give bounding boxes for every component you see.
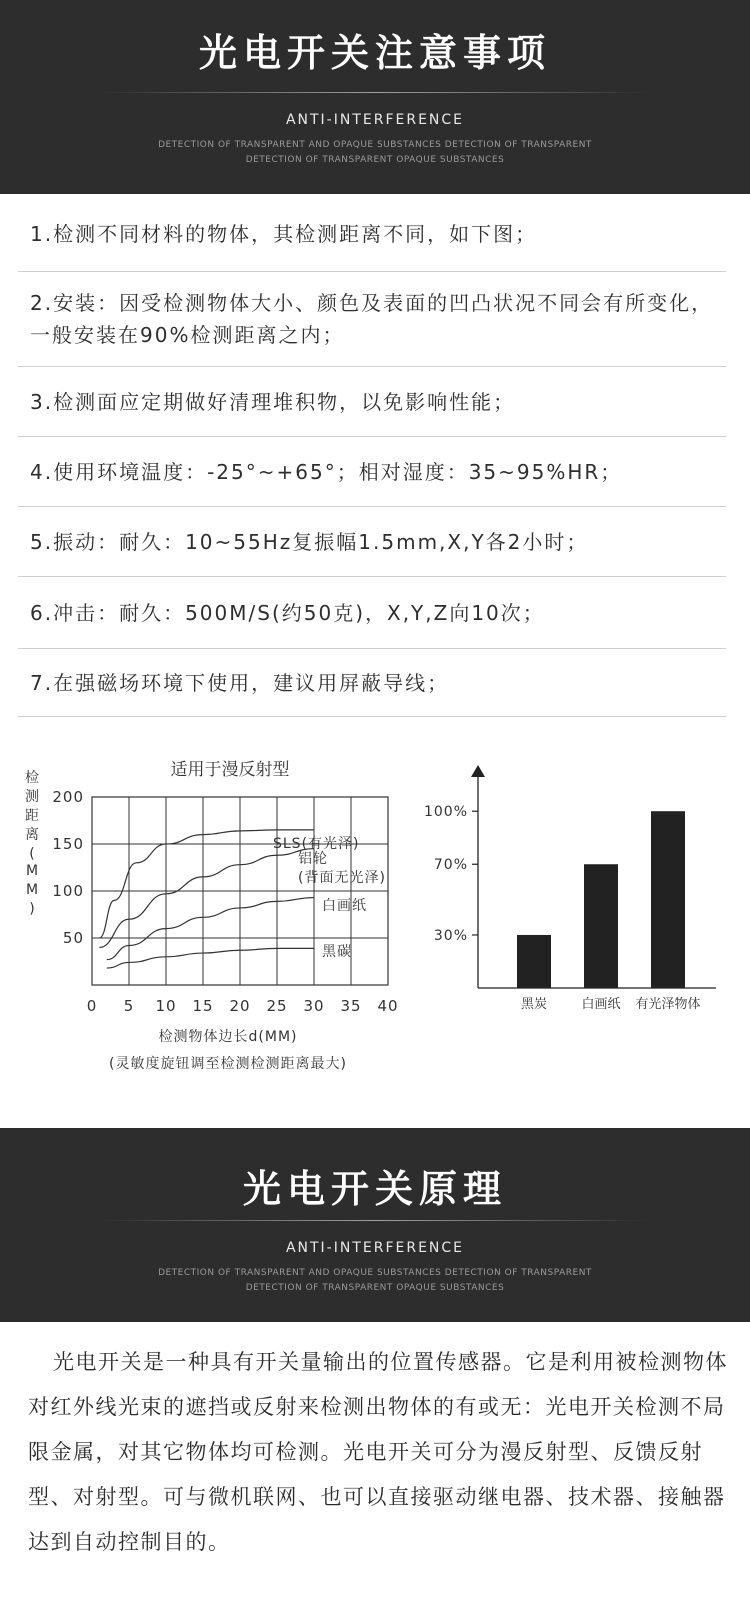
y-axis-label: 检测距离( M M ) [25,770,39,917]
x-axis-label: 检测物体边长d(MM) [158,1029,298,1045]
bar-chart [424,765,716,1012]
y-tick-label: 30% [433,927,468,944]
principle-paragraph: 光电开关是一种具有开关量输出的位置传感器。它是利用被检测物体对红外线光束的遮挡或反射来检测出物体的有或无：光电开关检测不局限金属，对其它物体均可检测。光电开关可分为漫反射型、反馈反射型、对射型。可与微机联网、也可以直接驱动继电器、技术器、接触器达到自动控制目的。 [28,1350,728,1554]
note-item: 2.安装：因受检测物体大小、颜色及表面的凹凸状况不同会有所变化，一般安装在90%检测距离之内； [18,272,726,367]
x-category-label: 有光泽物体 [635,997,701,1012]
title-divider [100,1220,650,1221]
header-banner-principle [0,1128,750,1322]
bar [517,935,551,988]
x-category-label: 黑炭 [520,997,548,1012]
note-item: 6.冲击：耐久：500M/S(约50克)，X,Y,Z向10次； [18,577,726,649]
notes-list [18,196,726,717]
x-tick-label: 15 [192,997,214,1015]
title-divider [100,92,650,93]
charts-area [0,745,750,1075]
section-caption-line1: DETECTION OF TRANSPARENT AND OPAQUE SUBSTANCES DETECTION OF TRANSPARENT [158,1268,592,1278]
y-tick-label: 150 [52,835,84,853]
x-tick-label: 0 [86,997,98,1015]
note-item: 7.在强磁场环境下使用，建议用屏蔽导线； [18,649,726,717]
x-tick-label: 10 [155,997,177,1015]
section-caption-line1: DETECTION OF TRANSPARENT AND OPAQUE SUBSTANCES DETECTION OF TRANSPARENT [158,140,592,150]
series-line [107,948,314,968]
chart-footnote: (灵敏度旋钮调至检测检测距离最大) [109,1056,347,1072]
x-tick-label: 35 [340,997,362,1015]
series-label: 铝轮(背面无光泽) [298,851,386,886]
series-line [107,898,314,960]
x-category-label: 白画纸 [581,997,621,1012]
x-tick-label: 20 [229,997,251,1015]
section-caption-line2: DETECTION OF TRANSPARENT OPAQUE SUBSTANCES [245,155,505,165]
bar [584,864,618,988]
note-item: 4.使用环境温度：-25°~+65°；相对湿度：35~95%HR； [18,437,726,507]
bar [651,811,685,988]
x-tick-label: 40 [377,997,399,1015]
x-tick-label: 30 [303,997,325,1015]
y-tick-label: 100 [52,882,84,900]
series-label: 黑碳 [322,944,352,960]
note-item: 1.检测不同材料的物体，其检测距离不同，如下图； [18,196,726,272]
section-subtitle: ANTI-INTERFERENCE [285,112,465,128]
note-item: 3.检测面应定期做好清理堆积物，以免影响性能； [18,367,726,437]
section-title: 光电开关原理 [242,1167,507,1211]
y-tick-label: 100% [423,804,468,821]
section-title: 光电开关注意事项 [198,31,551,75]
series-label: 白画纸 [322,898,367,914]
line-chart [25,760,399,1072]
note-item: 5.振动：耐久：10~55Hz复振幅1.5mm,X,Y各2小时； [18,507,726,577]
section-caption-line2: DETECTION OF TRANSPARENT OPAQUE SUBSTANCES [245,1283,505,1293]
x-tick-label: 25 [266,997,288,1015]
x-tick-label: 5 [123,997,135,1015]
chart-title: 适用于漫反射型 [170,760,290,780]
y-tick-label: 50 [62,929,84,947]
y-tick-label: 70% [433,857,468,874]
series-line [99,849,314,948]
series-label: SLS(有光泽) [273,836,360,852]
y-axis-arrow [471,765,485,777]
y-tick-label: 200 [52,788,84,806]
section-subtitle: ANTI-INTERFERENCE [285,1240,465,1256]
header-banner-notes [0,0,750,194]
